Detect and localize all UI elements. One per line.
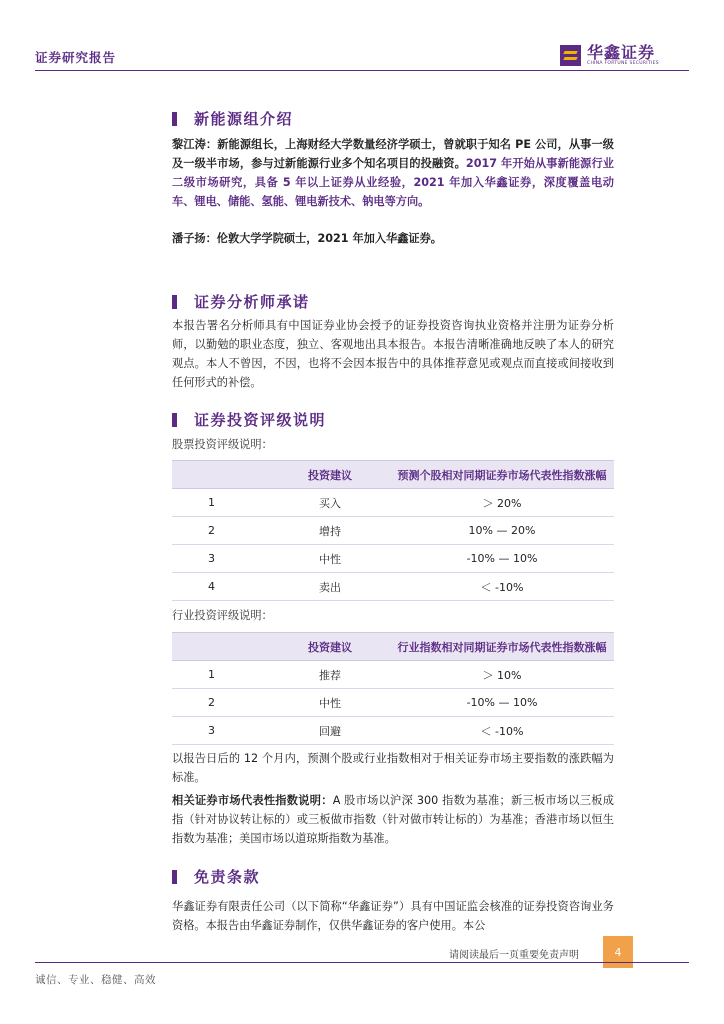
- table-row: [172, 661, 614, 689]
- footer-disclaimer-note: 请阅读最后一页重要免责声明: [449, 950, 579, 961]
- rating-note: 以报告日后的 12 个月内，预测个股或行业指数相对于相关证券市场主要指数的涨跌幅为标准。: [172, 752, 614, 784]
- section-title: 新能源组介绍: [194, 110, 294, 128]
- section-disclaimer: [172, 866, 614, 887]
- row-range: ＜ -10%: [390, 717, 614, 745]
- index-note: [172, 791, 614, 848]
- table-header: 投资建议: [270, 633, 390, 661]
- row-index: 3: [172, 545, 270, 573]
- section-team: [172, 108, 614, 129]
- table-header: 投资建议: [270, 461, 390, 489]
- table-header: 预测个股相对同期证券市场代表性指数涨幅: [390, 461, 614, 489]
- row-index: 2: [172, 517, 270, 545]
- row-advice: 买入: [270, 489, 390, 517]
- industry-rating-table: [172, 632, 614, 745]
- row-index: 3: [172, 717, 270, 745]
- logo-icon: [560, 45, 581, 66]
- member-name: 潘子扬：: [172, 232, 217, 245]
- section-commitment: [172, 291, 614, 312]
- table-row: [172, 489, 614, 517]
- section-marker: [172, 295, 177, 309]
- row-advice: 增持: [270, 517, 390, 545]
- stock-rating-table: [172, 460, 614, 601]
- row-advice: 卖出: [270, 573, 390, 601]
- row-range: ＜ -10%: [390, 573, 614, 601]
- row-advice: 中性: [270, 689, 390, 717]
- industry-rating-label: 行业投资评级说明：: [172, 609, 273, 622]
- section-marker: [172, 413, 177, 427]
- section-title: 免责条款: [194, 868, 261, 886]
- commitment-text: 本报告署名分析师具有中国证券业协会授予的证券投资咨询执业资格并注册为证券分析师，以勤勉的职业态度，独立、客观地出具本报告。本报告清晰准确地反映了本人的研究观点。本人不曾因，不因，也将不会因本报告中的具体推荐意见或观点而直接或间接收到任何形式的补偿。: [172, 319, 614, 389]
- row-index: 1: [172, 661, 270, 689]
- table-row: [172, 689, 614, 717]
- section-title: 证券投资评级说明: [194, 411, 327, 429]
- member-bio-a: 新能源组长，上海财经大学数量经济学硕士，曾就职于知名 PE 公司，从事一级及一级半市场，参与过新能源行业多个知名项目的投融资。: [172, 138, 614, 170]
- table-header: [172, 633, 270, 661]
- table-row: [172, 573, 614, 601]
- table-row: [172, 545, 614, 573]
- row-advice: 中性: [270, 545, 390, 573]
- table-row: [172, 717, 614, 745]
- index-note-text: A 股市场以沪深 300 指数为基准；新三板市场以三板成指（针对协议转让标的）或三板做市指数（针对做市转让标的）为基准；香港市场以恒生指数为基准；美国市场以道琼斯指数为基准。: [172, 794, 614, 845]
- row-range: -10% — 10%: [390, 689, 614, 717]
- row-index: 1: [172, 489, 270, 517]
- page-number: 4: [603, 936, 633, 968]
- logo-en: CHINA FORTUNE SECURITIES: [587, 61, 659, 66]
- row-range: ＞ 20%: [390, 489, 614, 517]
- header-divider: [35, 70, 689, 71]
- section-marker: [172, 870, 177, 884]
- header-title: 证券研究报告: [35, 50, 117, 65]
- row-range: ＞ 10%: [390, 661, 614, 689]
- brand-logo: [560, 44, 659, 67]
- disclaimer-text: 华鑫证券有限责任公司（以下简称“华鑫证券”）具有中国证监会核准的证券投资咨询业务资格。本报告由华鑫证券制作，仅供华鑫证券的客户使用。本公: [172, 900, 614, 932]
- footer-slogan: 诚信、专业、稳健、高效: [35, 974, 156, 986]
- table-header: 行业指数相对同期证券市场代表性指数涨幅: [390, 633, 614, 661]
- section-marker: [172, 112, 177, 126]
- team-member-2: [172, 229, 614, 248]
- row-advice: 推荐: [270, 661, 390, 689]
- table-row: [172, 517, 614, 545]
- stock-rating-label: 股票投资评级说明：: [172, 438, 273, 451]
- row-advice: 回避: [270, 717, 390, 745]
- section-rating: [172, 409, 614, 430]
- section-title: 证券分析师承诺: [194, 293, 310, 311]
- row-range: -10% — 10%: [390, 545, 614, 573]
- row-index: 2: [172, 689, 270, 717]
- member-bio: 伦敦大学学院硕士，2021 年加入华鑫证券。: [216, 232, 442, 245]
- index-note-label: 相关证券市场代表性指数说明：: [172, 794, 333, 807]
- member-name: 黎江涛：: [172, 138, 218, 151]
- table-header: [172, 461, 270, 489]
- team-member-1: [172, 135, 614, 211]
- logo-cn: 华鑫证券: [587, 43, 656, 62]
- member-bio-b: 2017 年开始从事新能源行业二级市场研究，具备 5 年以上证券从业经验，2021 年加入华鑫证券，深度覆盖电动车、锂电、储能、氢能、锂电新技术、钠电等方向。: [172, 157, 614, 208]
- row-index: 4: [172, 573, 270, 601]
- row-range: 10% — 20%: [390, 517, 614, 545]
- footer-divider: [35, 962, 689, 963]
